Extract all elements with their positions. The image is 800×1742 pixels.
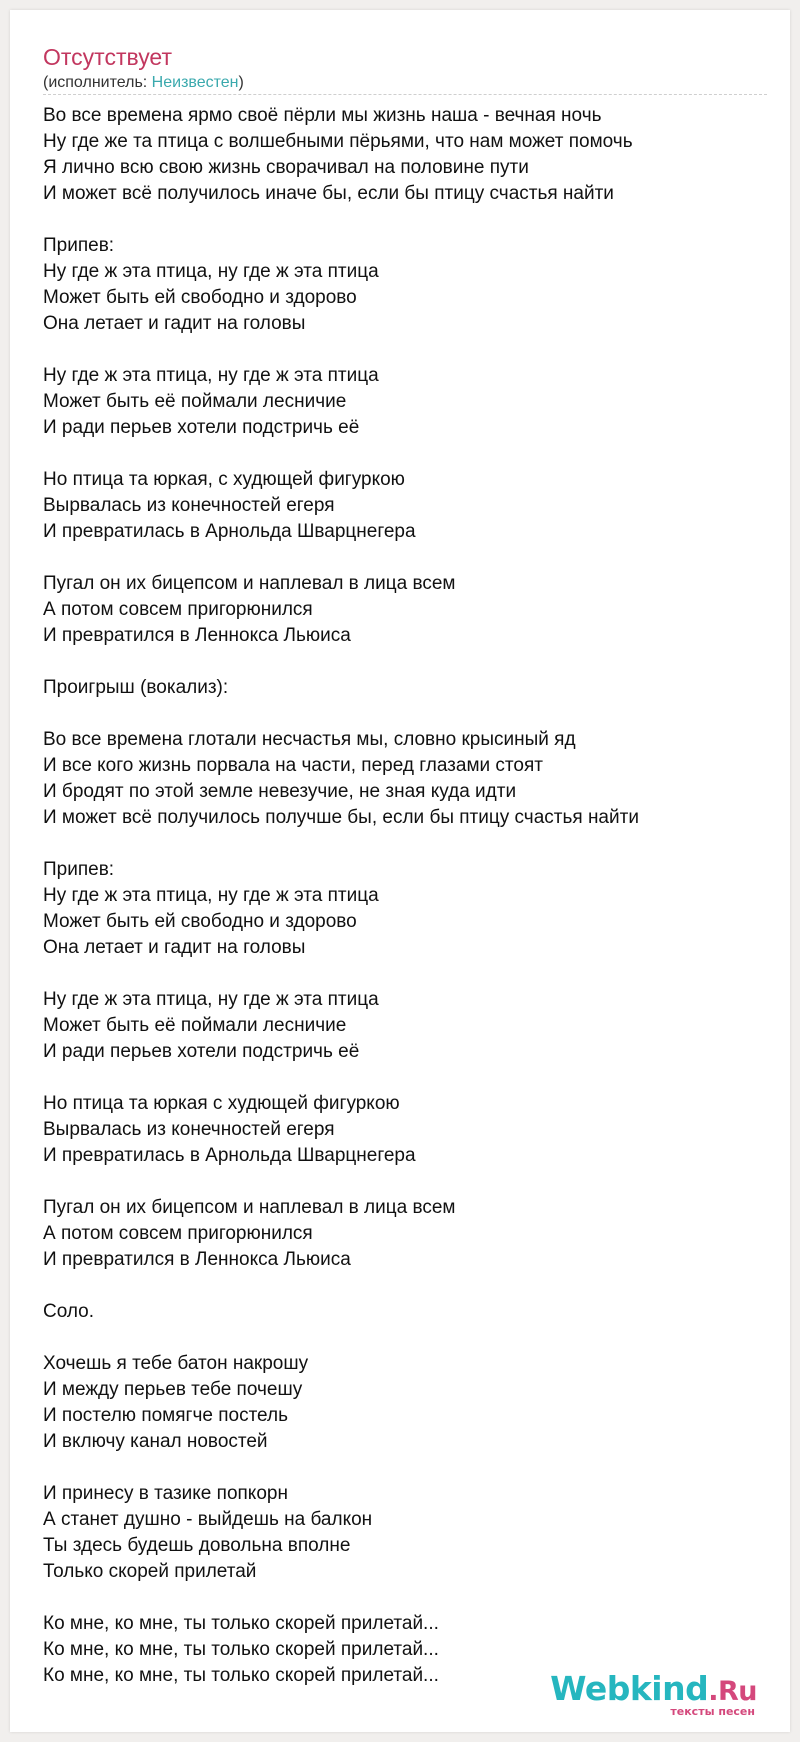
lyrics-text: Во все времена ярмо своё пёрли мы жизнь наша - вечная ночь Ну где же та птица с волшебными пёрьями, что нам может помочь Я лично всю свою жизнь сворачивал на половине пути И может всё получилось иначе бы, если бы птицу счастья найти Припев: Ну где ж эта птица, ну где ж эта птица Может быть ей свободно и здорово Она летает и гадит на головы Ну где ж эта птица, ну где ж эта птица Может быть её поймали лесничие И ради перьев хотели подстричь её Но птица та юркая, с худющей фигуркою Вырвалась из конечностей егеря И превратилась в Арнольда Шварцнегера Пугал он их бицепсом и наплевал в лица всем А потом совсем пригорюнился И превратился в Леннокса Льюиса Проигрыш (вокализ): Во все времена глотали несчастья мы, словно крысиный яд И все кого жизнь порвала на части, перед глазами стоят И бродят по этой земле невезучие, не зная куда идти И может всё получилось получше бы, если бы птицу счастья найти Припев: Ну где ж эта птица, ну где ж эта птица Может быть ей свободно и здорово Она летает и гадит на головы Ну где ж эта птица, ну где ж эта птица Может быть её поймали лесничие И ради перьев хотели подстричь её Но птица та юркая с худющей фигуркою Вырвалась из конечностей егеря И превратилась в Арнольда Шварцнегера Пугал он их бицепсом и наплевал в лица всем А потом совсем пригорюнился И превратился в Леннокса Льюиса Соло. Хочешь я тебе батон накрошу И между перьев тебе почешу И постелю помягче постель И включу канал новостей И принесу в тазике попкорн А станет душно - выйдешь на балкон Ты здесь будешь довольна вполне Только скорей прилетай Ко мне, ко мне, ты только скорей прилетай... Ко мне, ко мне, ты только скорей прилетай... Ко мне, ко мне, ты только скорей прилетай... [43, 105, 639, 1686]
logo-brand: Webkind [550, 1669, 709, 1708]
performer-prefix: (исполнитель: [43, 74, 152, 91]
artist-link[interactable]: Неизвестен [151, 74, 239, 91]
site-logo[interactable] [550, 1671, 757, 1718]
lyrics-card [10, 10, 790, 1732]
logo-tagline: тексты песен [670, 1705, 755, 1718]
performer-line [43, 73, 244, 93]
divider [43, 94, 767, 95]
logo-tld: .Ru [708, 1676, 757, 1707]
performer-suffix: ) [238, 74, 244, 91]
song-title: Отсутствует [43, 44, 172, 70]
